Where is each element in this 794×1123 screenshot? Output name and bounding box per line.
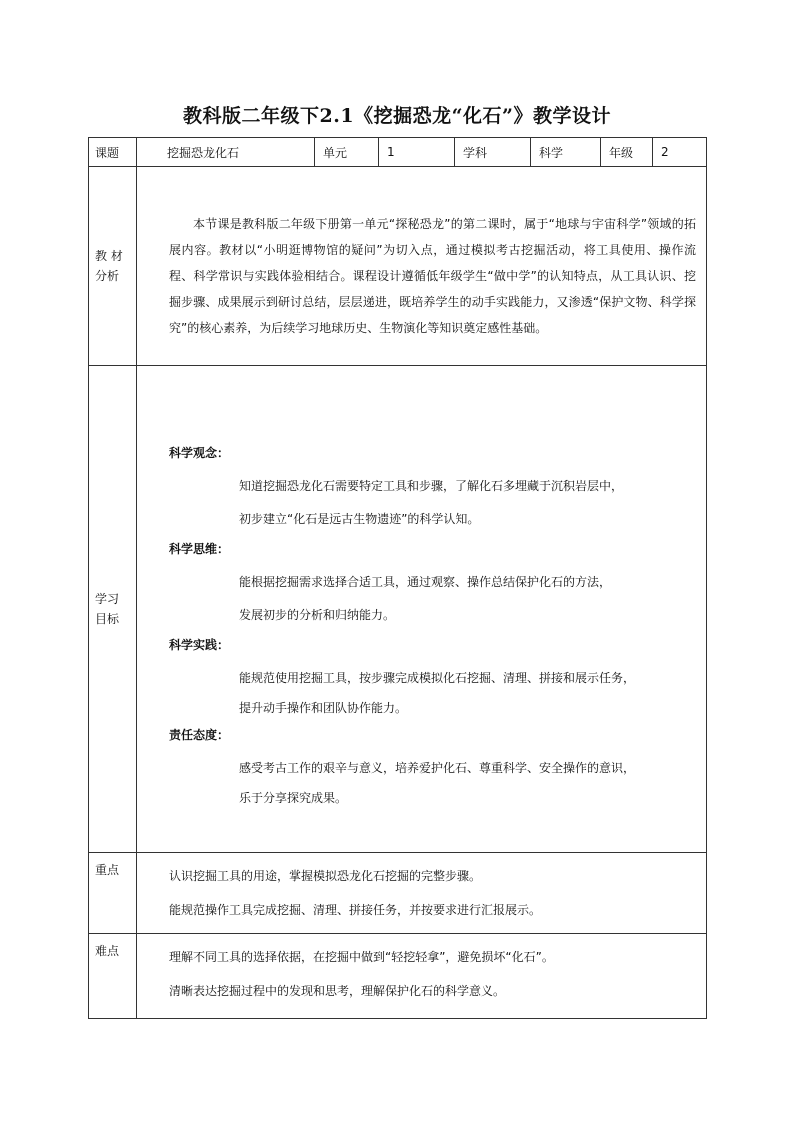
unit-value: 1 [379,138,455,167]
header-row [89,138,707,167]
goal-heading-attitude: 责任态度： [169,728,230,742]
goal-line: 能根据挖掘需求选择合适工具，通过观察、操作总结保护化石的方法， [239,575,612,589]
key-point-line: 能规范操作工具完成挖掘、清理、拼接任务，并按要求进行汇报展示。 [169,903,542,917]
key-points-row [89,853,707,934]
difficulties-label: 难点 [89,934,137,1019]
goal-line: 能规范使用挖掘工具，按步骤完成模拟化石挖掘、清理、拼接和展示任务， [239,671,636,685]
key-points-content [137,853,707,934]
lesson-plan-table [88,137,707,1019]
goal-line: 提升动手操作和团队协作能力。 [239,701,408,715]
difficulty-line: 清晰表达挖掘过程中的发现和思考，理解保护化石的科学意义。 [169,984,506,998]
goal-heading-concept: 科学观念： [169,446,230,460]
goal-line: 发展初步的分析和归纳能力。 [239,608,396,622]
goal-line: 初步建立“化石是远古生物遗迹”的科学认知。 [239,512,480,526]
goal-heading-practice: 科学实践： [169,638,230,652]
goals-content [137,366,707,853]
analysis-content [137,167,707,366]
difficulties-content [137,934,707,1019]
difficulty-line: 理解不同工具的选择依据，在挖掘中做到“轻挖轻拿”，避免损坏“化石”。 [169,950,554,964]
topic-value: 挖掘恐龙化石 [137,138,315,167]
unit-label: 单元 [315,138,379,167]
grade-label: 年级 [601,138,653,167]
goals-label: 学习 目标 [89,366,137,853]
goals-row [89,366,707,853]
goal-line: 感受考古工作的艰辛与意义，培养爱护化石、尊重科学、安全操作的意识， [239,761,636,775]
analysis-row [89,167,707,366]
goal-line: 知道挖掘恐龙化石需要特定工具和步骤，了解化石多埋藏于沉积岩层中， [239,479,624,493]
analysis-text: 本节课是教科版二年级下册第一单元“探秘恐龙”的第二课时，属于“地球与宇宙科学”领域的拓展内容。教材以“小明逛博物馆的疑问”为切入点，通过模拟考古挖掘活动，将工具使用、操作流程、科学常识与实践体验相结合。课程设计遵循低年级学生“做中学”的认知特点，从工具认识、挖掘步骤、成果展示到研讨总结，层层递进，既培养学生的动手实践能力，又渗透“保护文物、科学探究”的核心素养，为后续学习地球历史、生物演化等知识奠定感性基础。 [169,217,696,335]
analysis-label: 教 材 分析 [89,167,137,366]
difficulties-row [89,934,707,1019]
grade-value: 2 [653,138,707,167]
subject-label: 学科 [455,138,531,167]
topic-label: 课题 [89,138,137,167]
document-title: 教科版二年级下2.1《挖掘恐龙“化石”》教学设计 [183,105,611,127]
key-points-label: 重点 [89,853,137,934]
goal-line: 乐于分享探究成果。 [239,791,348,805]
subject-value: 科学 [531,138,601,167]
goal-heading-thinking: 科学思维： [169,542,230,556]
key-point-line: 认识挖掘工具的用途，掌握模拟恐龙化石挖掘的完整步骤。 [169,869,482,883]
